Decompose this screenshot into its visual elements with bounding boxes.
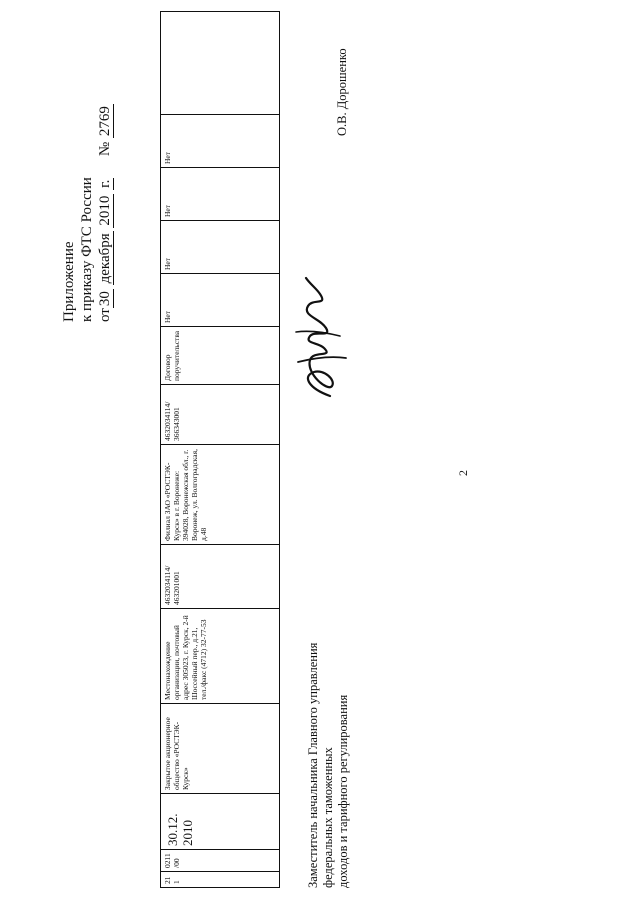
- table-row: [161, 12, 280, 888]
- cell-branch-inn-kpp: 4632034114/ 366343001: [161, 385, 280, 445]
- signatory-position-line2: федеральных таможенных: [321, 747, 335, 888]
- cell-code: 0211/00: [161, 850, 280, 872]
- cell-flag-c: Нет: [161, 168, 280, 221]
- cell-contract: Договор поручительства: [161, 327, 280, 385]
- cell-inn-kpp: 4632034114/ 463201001: [161, 545, 280, 609]
- cell-flag-b: Нет: [161, 221, 280, 274]
- signatory-name: О.В. Дорошенко: [335, 48, 349, 136]
- annex-month: декабря: [97, 233, 113, 284]
- cell-flag-a: Нет: [161, 274, 280, 327]
- annex-year: 2010: [97, 195, 113, 226]
- cell-flag-d: Нет: [161, 115, 280, 168]
- cell-organization-name: Закрытое акционерное общество «РОСТЭК-Курск»: [161, 704, 280, 794]
- cell-branch: Филиал ЗАО «РОСТЭК-Курск» в г. Воронеже: 394028, Воронежская обл., г. Воронеж, ул. Волгоградская, д.48: [161, 445, 280, 545]
- signatory-position-line1: Заместитель начальника Главного управления: [306, 642, 320, 888]
- page-number: 2: [456, 470, 470, 476]
- signatory-position: [306, 643, 351, 888]
- registry-table: [160, 11, 280, 888]
- annex-title: Приложение: [61, 241, 77, 322]
- annex-number: 2769: [97, 106, 113, 137]
- cell-location: Местонахождение организации, почтовый адрес 305023, г. Курск, 2-й Шоссейный пер., д.21, тел./факс (4712) 32-77-53: [161, 609, 280, 704]
- annex-date-line: [96, 104, 114, 322]
- cell-number: 211: [161, 872, 280, 888]
- annex-year-suffix: г.: [97, 179, 113, 188]
- annex-order-ref: к приказу ФТС России: [79, 177, 95, 322]
- signature-image: [284, 272, 354, 402]
- signatory-position-line3: доходов и тарифного регулирования: [336, 694, 350, 888]
- cell-empty: [161, 12, 280, 115]
- annex-date-prefix: от: [97, 308, 113, 322]
- annex-number-label: №: [97, 141, 113, 157]
- annex-header: [60, 104, 114, 322]
- annex-day: 30: [97, 291, 113, 307]
- cell-date: 30.12. 2010: [161, 794, 280, 850]
